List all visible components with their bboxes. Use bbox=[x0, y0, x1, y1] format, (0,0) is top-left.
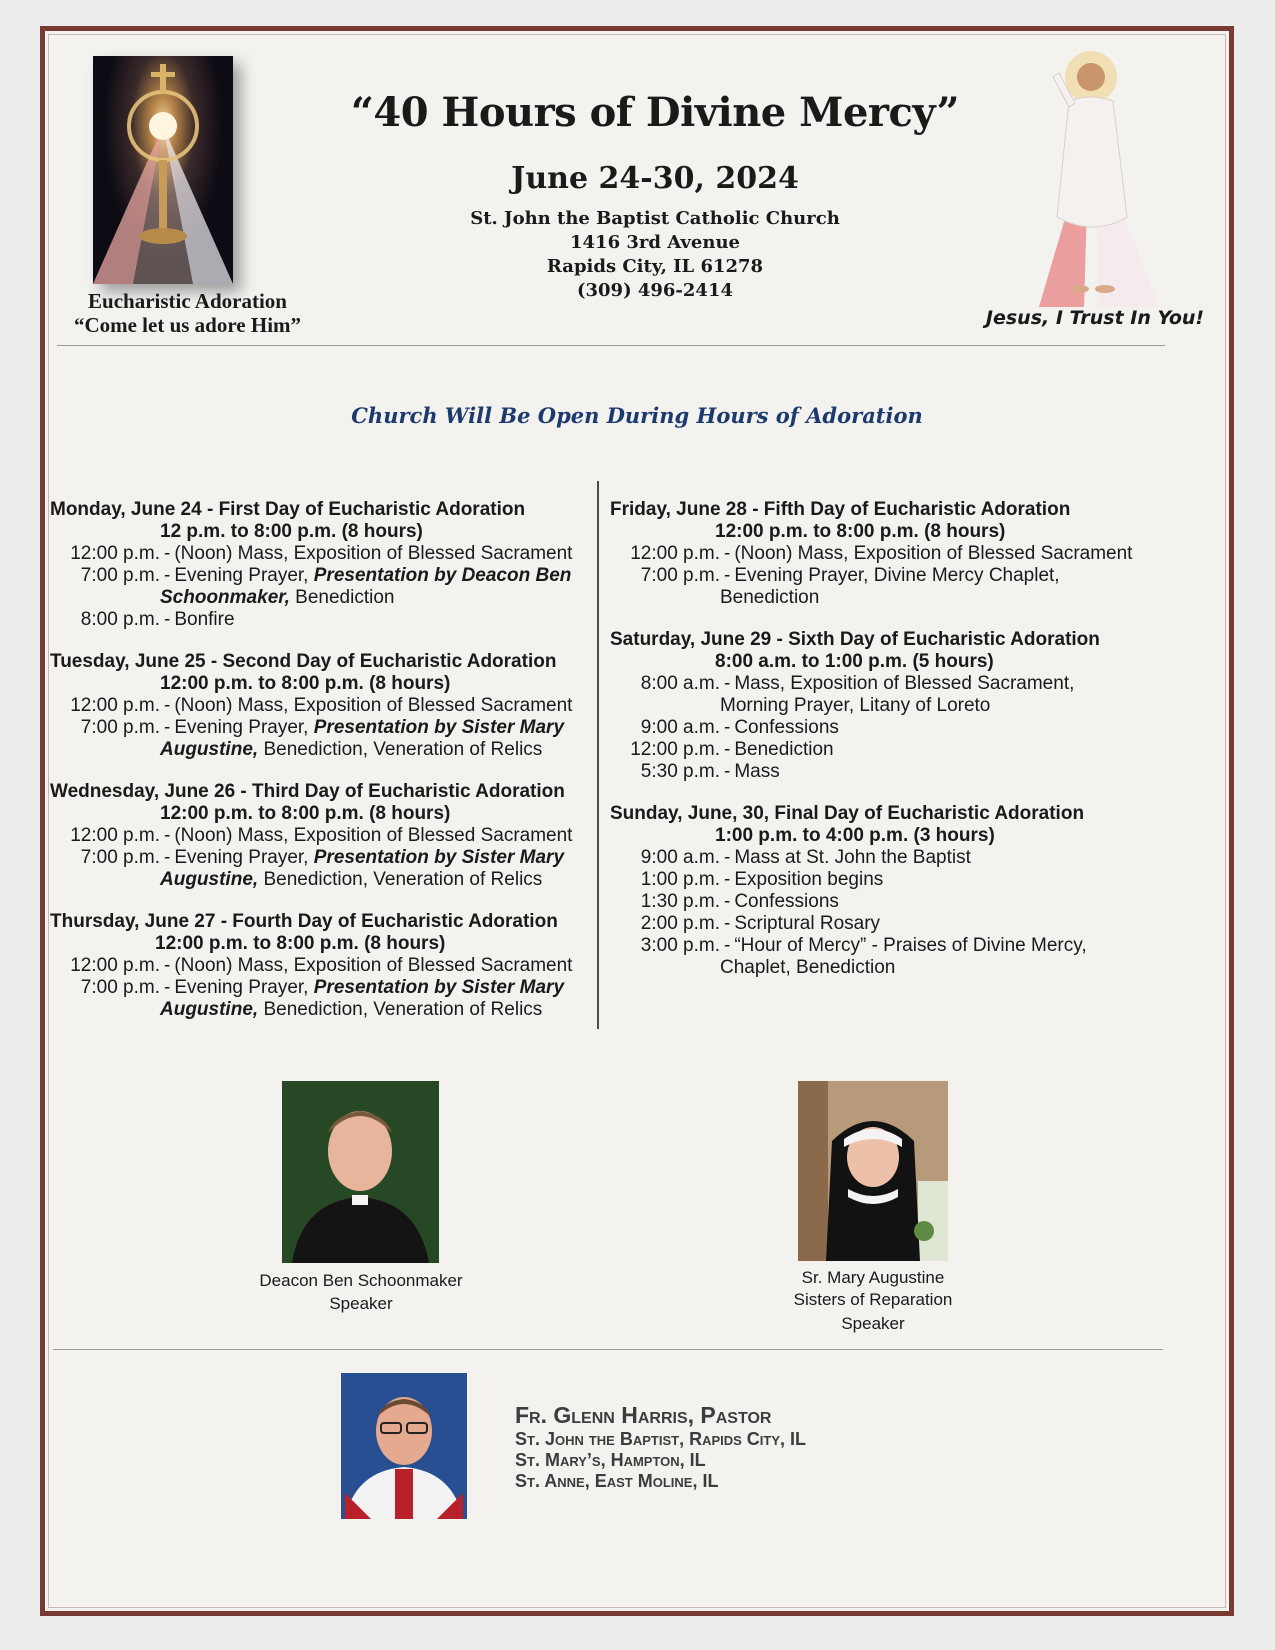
schedule-right-column bbox=[610, 499, 1170, 999]
day-friday bbox=[610, 499, 1170, 609]
item-time: 9:00 a.m. bbox=[640, 717, 720, 738]
item-time: 12:00 p.m. bbox=[630, 543, 720, 564]
church-street: 1416 3rd Avenue bbox=[570, 232, 740, 253]
schedule-item: 3:00 p.m. - “Hour of Mercy” - Praises of Divine Mercy, bbox=[610, 935, 1170, 957]
schedule-item: 8:00 p.m. - Bonfire bbox=[50, 609, 598, 631]
item-continuation bbox=[50, 869, 598, 891]
item-desc: Mass, Exposition of Blessed Sacrament, bbox=[734, 673, 1075, 694]
day-saturday bbox=[610, 629, 1170, 783]
item-desc: Evening Prayer, bbox=[174, 565, 314, 586]
item-time: 12:00 p.m. bbox=[70, 543, 160, 564]
schedule-item: 12:00 p.m. - (Noon) Mass, Exposition of Blessed Sacrament bbox=[50, 955, 598, 977]
pastor-parish-2: St. Mary’s, Hampton, IL bbox=[515, 1450, 706, 1470]
day-hours: 12:00 p.m. to 8:00 p.m. (8 hours) bbox=[160, 673, 451, 694]
deacon-photo bbox=[282, 1081, 439, 1263]
item-continuation: Benediction bbox=[720, 587, 820, 608]
church-address bbox=[325, 207, 985, 303]
sister-photo bbox=[798, 1081, 948, 1261]
item-time: 1:30 p.m. bbox=[640, 891, 720, 912]
item-time: 12:00 p.m. bbox=[70, 825, 160, 846]
schedule-item: 7:00 p.m. - Evening Prayer, Presentation by Sister Mary bbox=[50, 847, 598, 869]
item-desc: Exposition begins bbox=[734, 869, 884, 890]
item-cont-emphasis: Augustine, bbox=[160, 869, 259, 890]
item-cont-emphasis: Schoonmaker, bbox=[160, 587, 290, 608]
schedule-item: 12:00 p.m. - (Noon) Mass, Exposition of Blessed Sacrament bbox=[50, 695, 598, 717]
deacon-caption bbox=[225, 1269, 497, 1315]
item-desc: (Noon) Mass, Exposition of Blessed Sacrament bbox=[174, 955, 573, 976]
item-desc-emphasis: Presentation by Sister Mary bbox=[313, 847, 565, 868]
item-desc: Mass at St. John the Baptist bbox=[734, 847, 971, 868]
item-desc: Evening Prayer, bbox=[174, 717, 314, 738]
church-phone: (309) 496-2414 bbox=[576, 280, 733, 301]
day-hours: 8:00 a.m. to 1:00 p.m. (5 hours) bbox=[715, 651, 994, 672]
day-hours: 12:00 p.m. to 8:00 p.m. (8 hours) bbox=[160, 803, 451, 824]
item-time: 5:30 p.m. bbox=[640, 761, 720, 782]
item-cont-emphasis: Augustine, bbox=[160, 739, 259, 760]
day-wednesday bbox=[50, 781, 598, 891]
item-time: 9:00 a.m. bbox=[640, 847, 720, 868]
item-time: 7:00 p.m. bbox=[640, 565, 720, 586]
day-title: Saturday, June 29 - Sixth Day of Eucharistic Adoration bbox=[610, 629, 1100, 650]
schedule-item: 12:00 p.m. - (Noon) Mass, Exposition of Blessed Sacrament bbox=[610, 543, 1170, 565]
item-time: 2:00 p.m. bbox=[640, 913, 720, 934]
schedule-item: 7:00 p.m. - Evening Prayer, Presentation by Deacon Ben bbox=[50, 565, 598, 587]
schedule-item: 5:30 p.m. - Mass bbox=[610, 761, 1170, 783]
schedule-item: 12:00 p.m. - (Noon) Mass, Exposition of Blessed Sacrament bbox=[50, 825, 598, 847]
pastor-name: Fr. Glenn Harris, Pastor bbox=[515, 1402, 772, 1428]
pastor-parish-3: St. Anne, East Moline, IL bbox=[515, 1471, 719, 1491]
item-time: 12:00 p.m. bbox=[70, 695, 160, 716]
footer-divider bbox=[53, 1349, 1163, 1350]
day-title: Monday, June 24 - First Day of Eucharistic Adoration bbox=[50, 499, 526, 520]
deacon-name: Deacon Ben Schoonmaker bbox=[259, 1271, 463, 1290]
left-caption-line-1: Eucharistic Adoration bbox=[88, 289, 287, 313]
sister-role: Speaker bbox=[841, 1314, 905, 1333]
item-time: 12:00 p.m. bbox=[70, 955, 160, 976]
item-desc: Confessions bbox=[734, 891, 839, 912]
item-continuation bbox=[50, 587, 598, 609]
schedule-item: 12:00 p.m. - (Noon) Mass, Exposition of Blessed Sacrament bbox=[50, 543, 598, 565]
item-desc: “Hour of Mercy” - Praises of Divine Mercy, bbox=[734, 935, 1087, 956]
schedule-item: 7:00 p.m. - Evening Prayer, Divine Mercy Chaplet, bbox=[610, 565, 1170, 587]
item-desc: (Noon) Mass, Exposition of Blessed Sacrament bbox=[174, 825, 573, 846]
item-time: 8:00 p.m. bbox=[80, 609, 160, 630]
item-time: 7:00 p.m. bbox=[80, 565, 160, 586]
item-time: 7:00 p.m. bbox=[80, 717, 160, 738]
day-tuesday bbox=[50, 651, 598, 761]
page-frame bbox=[40, 26, 1234, 1616]
event-dates: June 24-30, 2024 bbox=[511, 161, 799, 196]
day-hours: 12 p.m. to 8:00 p.m. (8 hours) bbox=[160, 521, 423, 542]
item-desc: (Noon) Mass, Exposition of Blessed Sacrament bbox=[174, 695, 573, 716]
sister-caption bbox=[745, 1267, 1001, 1335]
item-desc: Confessions bbox=[734, 717, 839, 738]
schedule-item: 9:00 a.m. - Mass at St. John the Baptist bbox=[610, 847, 1170, 869]
column-divider bbox=[597, 481, 599, 1029]
open-notice: Church Will Be Open During Hours of Adoration bbox=[351, 403, 923, 428]
schedule-item: 7:00 p.m. - Evening Prayer, Presentation by Sister Mary bbox=[50, 977, 598, 999]
day-title: Sunday, June, 30, Final Day of Eucharistic Adoration bbox=[610, 803, 1085, 824]
item-continuation bbox=[50, 739, 598, 761]
day-thursday bbox=[50, 911, 598, 1021]
day-title: Friday, June 28 - Fifth Day of Eucharistic Adoration bbox=[610, 499, 1071, 520]
deacon-role: Speaker bbox=[329, 1294, 393, 1313]
item-cont: Benediction, Veneration of Relics bbox=[258, 869, 543, 890]
day-title: Tuesday, June 25 - Second Day of Eucharistic Adoration bbox=[50, 651, 557, 672]
item-desc: Scriptural Rosary bbox=[734, 913, 881, 934]
day-sunday bbox=[610, 803, 1170, 979]
schedule-item: 12:00 p.m. - Benediction bbox=[610, 739, 1170, 761]
schedule-left-column bbox=[50, 499, 598, 1041]
item-desc: (Noon) Mass, Exposition of Blessed Sacrament bbox=[174, 543, 573, 564]
item-time: 12:00 p.m. bbox=[630, 739, 720, 760]
church-name: St. John the Baptist Catholic Church bbox=[470, 208, 840, 229]
item-desc: (Noon) Mass, Exposition of Blessed Sacrament bbox=[734, 543, 1133, 564]
item-desc: Evening Prayer, bbox=[174, 977, 314, 998]
item-time: 7:00 p.m. bbox=[80, 847, 160, 868]
item-desc-emphasis: Presentation by Deacon Ben bbox=[313, 565, 572, 586]
schedule-item: 7:00 p.m. - Evening Prayer, Presentation by Sister Mary bbox=[50, 717, 598, 739]
schedule-item: 9:00 a.m. - Confessions bbox=[610, 717, 1170, 739]
item-desc: Benediction bbox=[734, 739, 834, 760]
schedule-item: 1:00 p.m. - Exposition begins bbox=[610, 869, 1170, 891]
item-cont: Benediction, Veneration of Relics bbox=[258, 739, 543, 760]
item-time: 8:00 a.m. bbox=[640, 673, 720, 694]
item-desc: Evening Prayer, bbox=[174, 847, 314, 868]
sister-org: Sisters of Reparation bbox=[793, 1290, 953, 1309]
divine-mercy-image bbox=[1009, 37, 1179, 307]
item-continuation bbox=[50, 999, 598, 1021]
schedule-item: 2:00 p.m. - Scriptural Rosary bbox=[610, 913, 1170, 935]
item-desc-emphasis: Presentation by Sister Mary bbox=[313, 977, 565, 998]
item-desc: Mass bbox=[734, 761, 780, 782]
item-continuation: Morning Prayer, Litany of Loreto bbox=[720, 695, 991, 716]
left-image-caption bbox=[65, 289, 310, 337]
day-hours: 1:00 p.m. to 4:00 p.m. (3 hours) bbox=[715, 825, 995, 846]
item-desc-emphasis: Presentation by Sister Mary bbox=[313, 717, 565, 738]
pastor-info bbox=[515, 1401, 806, 1492]
day-title: Wednesday, June 26 - Third Day of Eucharistic Adoration bbox=[50, 781, 565, 802]
item-cont: Benediction, Veneration of Relics bbox=[258, 999, 543, 1020]
item-continuation: Chaplet, Benediction bbox=[720, 957, 896, 978]
pastor-parish-1: St. John the Baptist, Rapids City, IL bbox=[515, 1429, 807, 1449]
day-title: Thursday, June 27 - Fourth Day of Eucharistic Adoration bbox=[50, 911, 558, 932]
day-hours: 12:00 p.m. to 8:00 p.m. (8 hours) bbox=[715, 521, 1006, 542]
item-desc: Bonfire bbox=[174, 609, 235, 630]
left-caption-line-2: “Come let us adore Him” bbox=[73, 313, 302, 337]
day-hours: 12:00 p.m. to 8:00 p.m. (8 hours) bbox=[155, 933, 446, 954]
sister-name: Sr. Mary Augustine bbox=[801, 1268, 945, 1287]
monstrance-image bbox=[93, 56, 233, 284]
item-time: 1:00 p.m. bbox=[640, 869, 720, 890]
day-monday bbox=[50, 499, 598, 631]
trust-caption: Jesus, I Trust In You! bbox=[985, 307, 1205, 329]
header-divider bbox=[57, 345, 1165, 346]
item-time: 7:00 p.m. bbox=[80, 977, 160, 998]
item-cont-emphasis: Augustine, bbox=[160, 999, 259, 1020]
pastor-photo bbox=[341, 1373, 467, 1519]
schedule-item: 8:00 a.m. - Mass, Exposition of Blessed Sacrament, bbox=[610, 673, 1170, 695]
schedule-item: 1:30 p.m. - Confessions bbox=[610, 891, 1170, 913]
item-cont: Benediction bbox=[289, 587, 395, 608]
item-desc: Evening Prayer, Divine Mercy Chaplet, bbox=[734, 565, 1060, 586]
item-time: 3:00 p.m. bbox=[640, 935, 720, 956]
page-title: “40 Hours of Divine Mercy” bbox=[350, 89, 960, 136]
church-city: Rapids City, IL 61278 bbox=[546, 256, 764, 277]
